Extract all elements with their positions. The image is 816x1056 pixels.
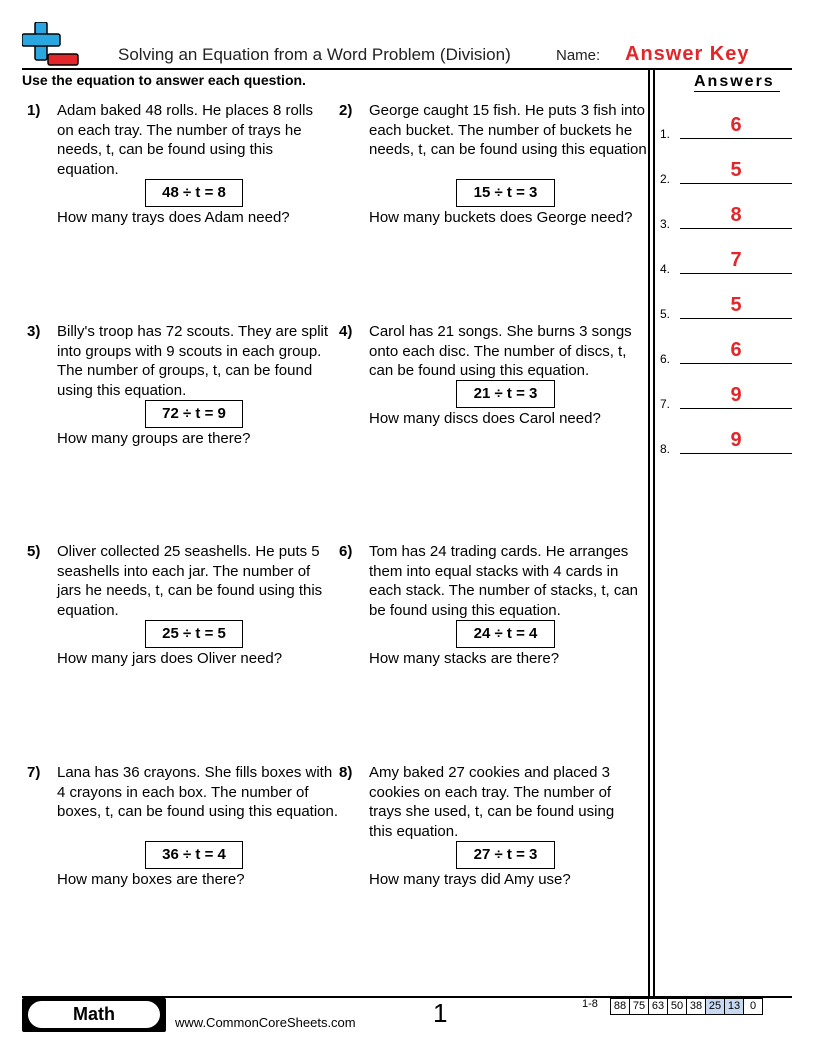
question-number: 1) [27, 102, 41, 119]
question-text: Oliver collected 25 seashells. He puts 5 seashells into each jar. The number of jars he needs, t, can be found using this equation. [57, 543, 323, 619]
question-8 [339, 763, 649, 893]
question-2 [339, 101, 649, 231]
question-prompt: How many boxes are there? [57, 871, 245, 888]
question-prompt: How many discs does Carol need? [369, 410, 601, 427]
answer-number: 6. [660, 352, 671, 366]
question-number: 2) [339, 102, 353, 119]
answers-title-underline [694, 91, 780, 92]
score-cell: 38 [687, 998, 706, 1015]
answer-number: 4. [660, 262, 671, 276]
answer-row-3 [660, 204, 792, 231]
answer-value: 8 [730, 204, 742, 226]
answer-number: 5. [660, 307, 671, 321]
question-6 [339, 542, 649, 672]
answer-line [680, 273, 792, 274]
math-plus-minus-logo [22, 22, 80, 68]
subject-label: Math [28, 1001, 160, 1028]
question-5 [27, 542, 337, 672]
equation-box: 21 ÷ t = 3 [456, 380, 555, 408]
question-text: Carol has 21 songs. She burns 3 songs onto each disc. The number of discs, t, can be found using this equation. [369, 323, 632, 379]
answer-value: 5 [730, 294, 742, 316]
question-prompt: How many groups are there? [57, 430, 251, 447]
question-number: 4) [339, 323, 353, 340]
answer-line [680, 183, 792, 184]
question-prompt: How many trays does Adam need? [57, 209, 290, 226]
question-number: 5) [27, 543, 41, 560]
question-prompt: How many trays did Amy use? [369, 871, 571, 888]
question-prompt: How many stacks are there? [369, 650, 560, 667]
name-label: Name: [556, 47, 601, 64]
answer-row-8 [660, 429, 792, 456]
instructions: Use the equation to answer each question. [22, 72, 306, 88]
answer-line [680, 363, 792, 364]
equation-box: 15 ÷ t = 3 [456, 179, 555, 207]
website-link[interactable]: www.CommonCoreSheets.com [175, 1015, 356, 1030]
question-number: 7) [27, 764, 41, 781]
answer-line [680, 228, 792, 229]
equation-box: 24 ÷ t = 4 [456, 620, 555, 648]
question-text: Lana has 36 crayons. She fills boxes with 4 crayons in each box. The number of boxes, t, can be found using this equation. [57, 764, 339, 820]
score-range-label: 1-8 [582, 998, 598, 1010]
score-cell: 88 [610, 998, 630, 1015]
question-number: 3) [27, 323, 41, 340]
question-text: Tom has 24 trading cards. He arranges them into equal stacks with 4 cards in each stack. The number of stacks, t, can be found using this equation. [369, 543, 639, 619]
question-1 [27, 101, 337, 231]
answer-value: 9 [730, 429, 742, 451]
answer-row-5 [660, 294, 792, 321]
answers-title: Answers [694, 73, 775, 90]
question-text: Billy's troop has 72 scouts. They are split into groups with 9 scouts in each group. The number of groups, t, can be found using this equation. [57, 323, 329, 399]
question-prompt: How many buckets does George need? [369, 209, 633, 226]
answer-number: 2. [660, 172, 671, 186]
answer-value: 6 [730, 339, 742, 361]
worksheet-title: Solving an Equation from a Word Problem (Division) [118, 45, 511, 64]
answer-row-7 [660, 384, 792, 411]
answer-line [680, 318, 792, 319]
score-cell: 63 [649, 998, 668, 1015]
equation-box: 27 ÷ t = 3 [456, 841, 555, 869]
page-number: 1 [433, 998, 448, 1028]
answer-value: 5 [730, 159, 742, 181]
answer-line [680, 138, 792, 139]
score-table [610, 998, 763, 1015]
header-divider [22, 68, 792, 70]
answer-row-2 [660, 159, 792, 186]
question-prompt: How many jars does Oliver need? [57, 650, 283, 667]
question-4 [339, 322, 649, 452]
answer-value: 6 [730, 114, 742, 136]
score-cell: 13 [725, 998, 744, 1015]
equation-box: 72 ÷ t = 9 [145, 400, 243, 428]
equation-box: 36 ÷ t = 4 [145, 841, 243, 869]
answer-line [680, 408, 792, 409]
equation-box: 48 ÷ t = 8 [145, 179, 243, 207]
question-number: 8) [339, 764, 353, 781]
answer-value: 7 [730, 249, 742, 271]
question-3 [27, 322, 337, 452]
answer-number: 8. [660, 442, 671, 456]
question-7 [27, 763, 337, 893]
score-cell: 75 [630, 998, 649, 1015]
equation-box: 25 ÷ t = 5 [145, 620, 243, 648]
question-number: 6) [339, 543, 353, 560]
answer-number: 1. [660, 127, 671, 141]
score-cell: 25 [706, 998, 725, 1015]
answer-number: 7. [660, 397, 671, 411]
score-cell: 0 [744, 998, 763, 1015]
answer-key-label: Answer Key [625, 43, 750, 65]
answer-row-1 [660, 114, 792, 141]
score-cell: 50 [668, 998, 687, 1015]
answer-row-6 [660, 339, 792, 366]
question-text: George caught 15 fish. He puts 3 fish into each bucket. The number of buckets he needs, t, can be found using this equation. [369, 102, 651, 158]
answer-line [680, 453, 792, 454]
answer-value: 9 [730, 384, 742, 406]
question-text: Amy baked 27 cookies and placed 3 cookies on each tray. The number of trays she used, t, can be found using this equation. [369, 764, 615, 840]
question-text: Adam baked 48 rolls. He places 8 rolls on each tray. The number of trays he needs, t, can be found using this equation. [57, 102, 313, 178]
answer-number: 3. [660, 217, 671, 231]
answer-row-4 [660, 249, 792, 276]
